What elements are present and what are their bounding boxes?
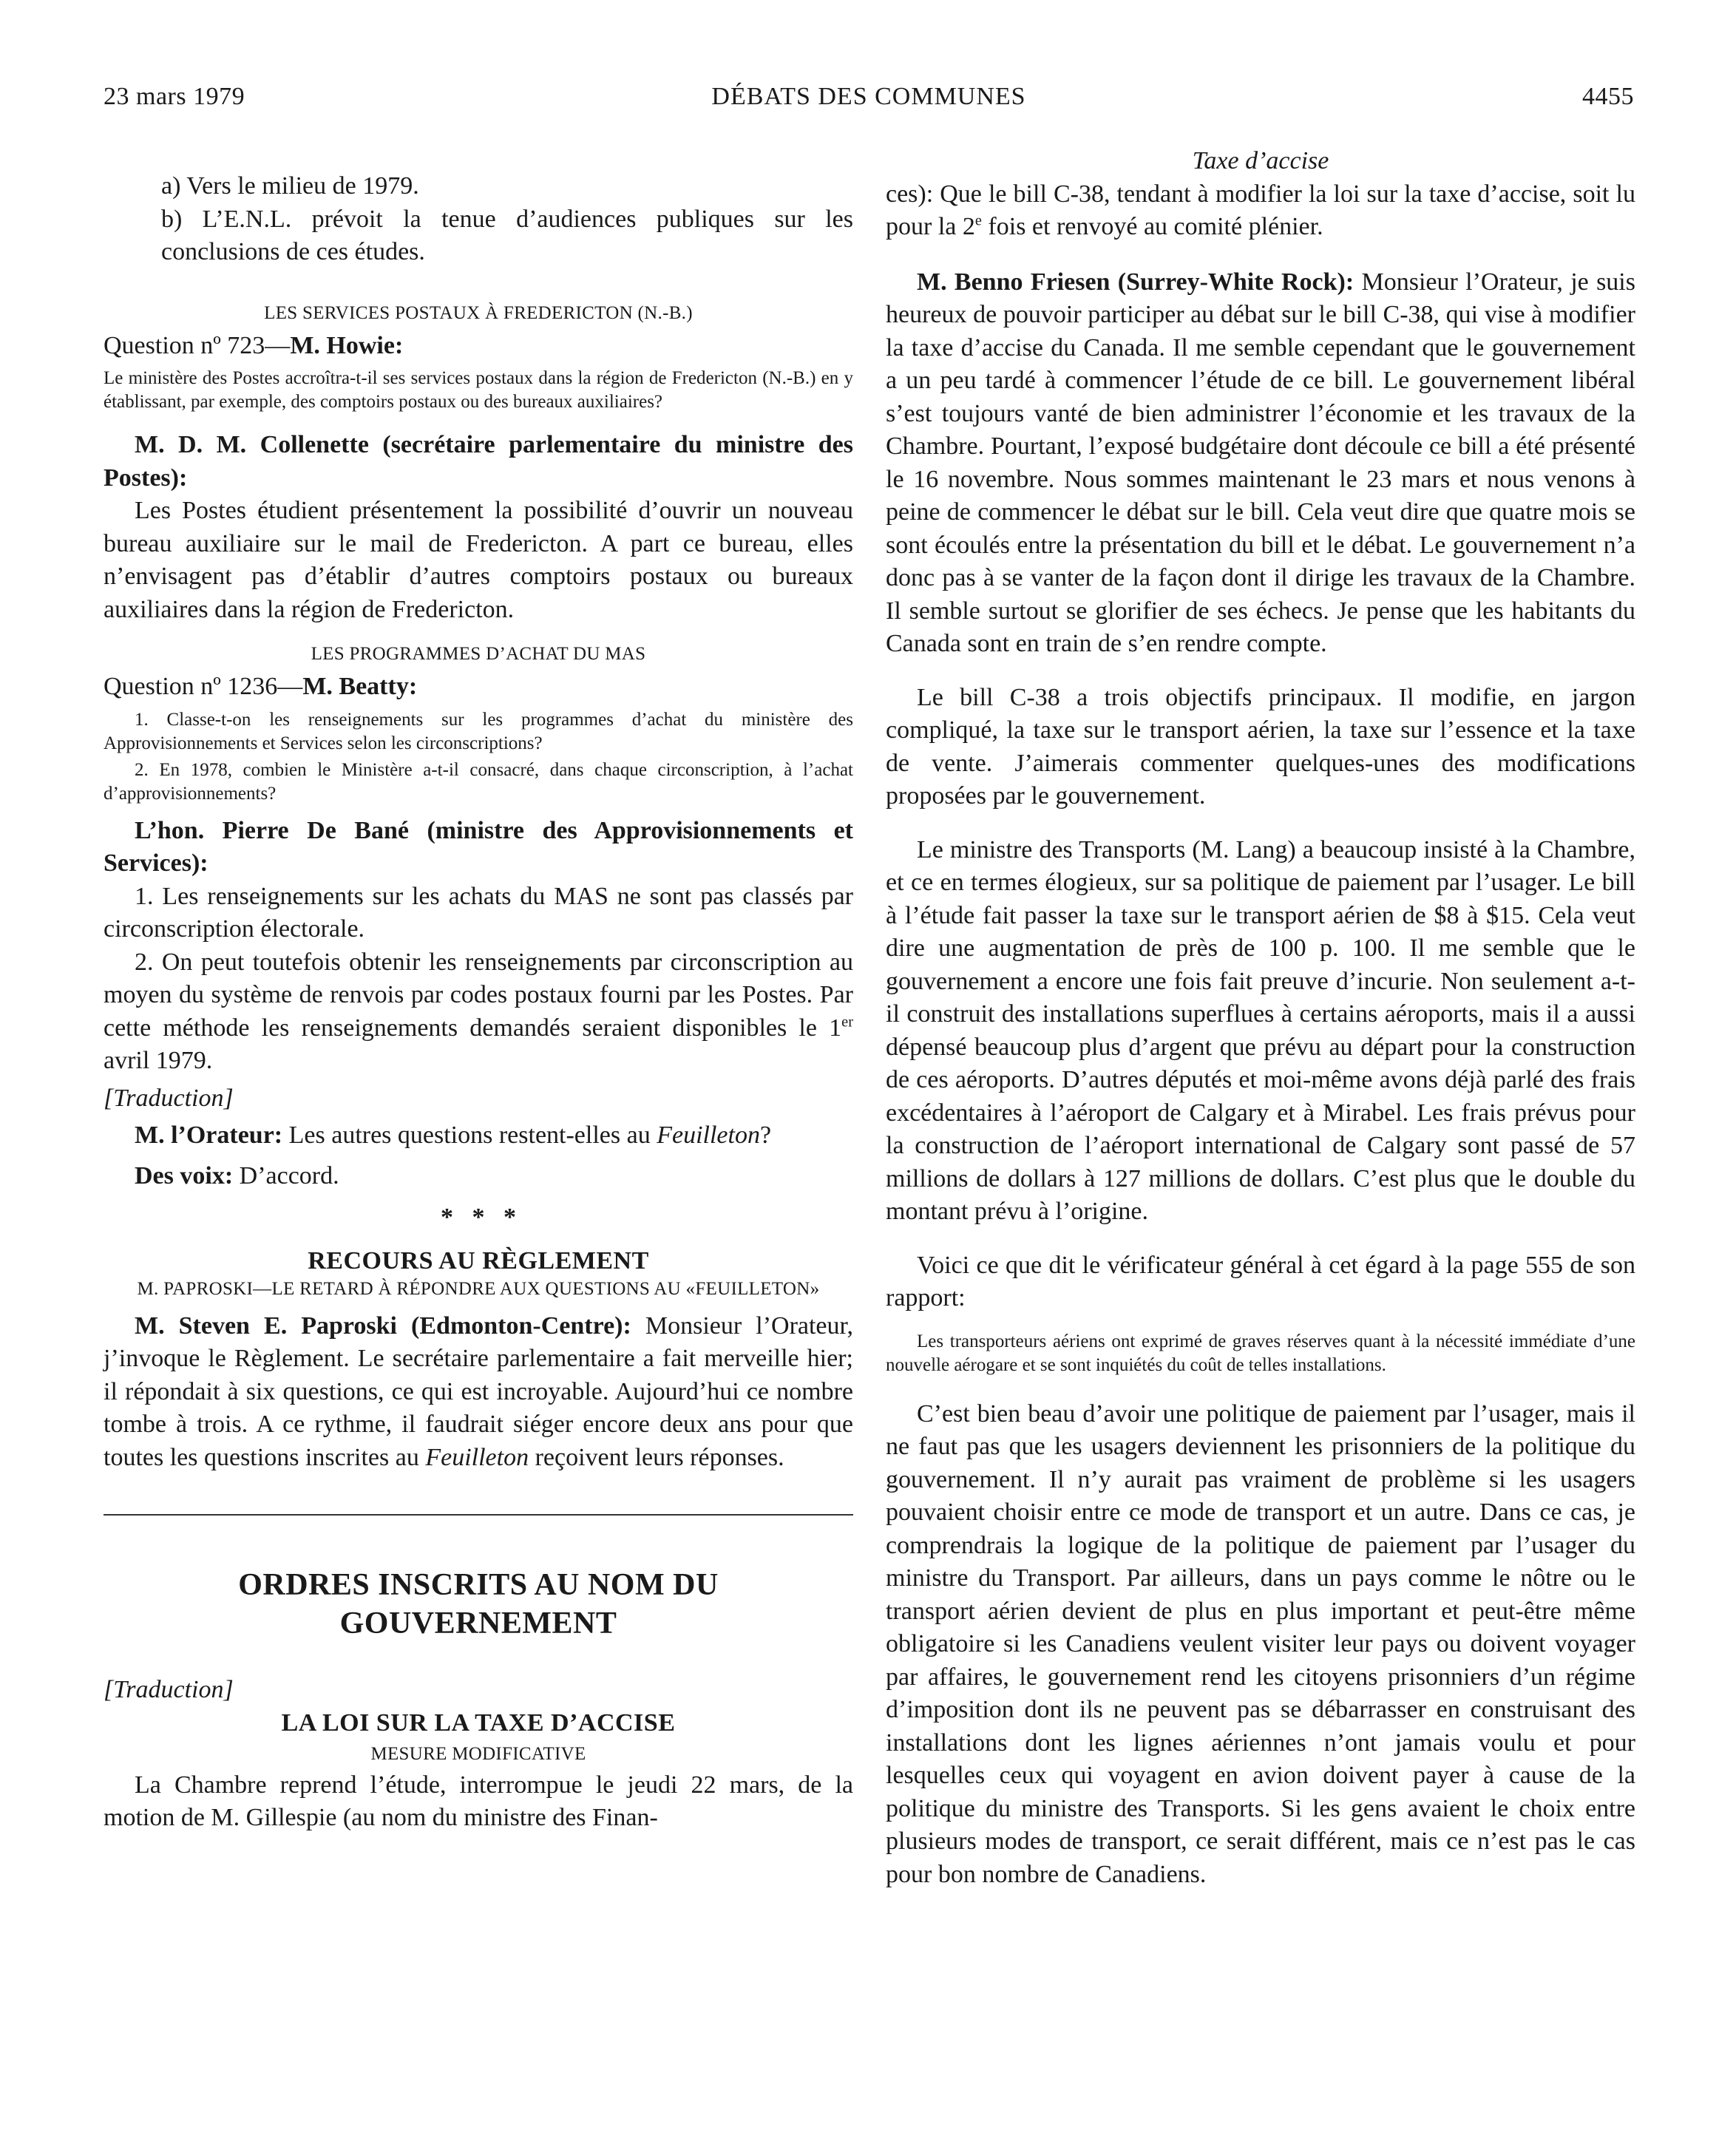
loi-heading: LA LOI SUR LA TAXE D’ACCISE <box>281 1708 676 1737</box>
paproski-feuilleton: Feuilleton <box>425 1443 529 1471</box>
q1236-question-prefix: Question nº 1236— <box>104 673 303 700</box>
mesure-heading: MESURE MODIFICATIVE <box>370 1743 586 1764</box>
answer-a: a) Vers le milieu de 1979. <box>161 172 419 200</box>
motion-continuation <box>886 178 1635 244</box>
paproski-speaker: M. Steven E. Paproski (Edmonton-Centre): <box>135 1311 631 1340</box>
recours-heading: RECOURS AU RÈGLEMENT <box>308 1246 649 1275</box>
q1236-heading: LES PROGRAMMES D’ACHAT DU MAS <box>311 644 646 664</box>
q1236-answer-2-sup: er <box>841 1014 853 1031</box>
q1236-question-1: 1. Classe-t-on les renseignements sur les programmes d’achat du ministère des Approvisionnements et Services selon les circonscriptions? <box>104 709 853 753</box>
orateur-end: ? <box>759 1121 772 1149</box>
bill-paragraph: Le bill C-38 a trois objectifs principaux. Il modifie, en jargon compliqué, la taxe sur le transport aérien, la taxe sur l’essence et la taxe de vente. J’aimerais commenter quelques-unes des modifications proposées par le gouvernement. <box>886 683 1635 810</box>
orateur-feuilleton: Feuilleton <box>657 1121 760 1149</box>
q1236-speaker: M. Beatty: <box>302 673 418 700</box>
recours-subheading: M. PAPROSKI—LE RETARD À RÉPONDRE AUX QUESTIONS AU «FEUILLETON» <box>137 1278 820 1299</box>
q1236-question-line <box>104 671 853 704</box>
header-title: DÉBATS DES COMMUNES <box>711 83 1026 110</box>
verificateur-paragraph: Voici ce que dit le vérificateur général à cet égard à la page 555 de son rapport: <box>886 1251 1635 1311</box>
paproski-text: Monsieur l’Orateur, j’invoque le Règlement. Le secrétaire parlementaire a fait merveille hier; il répondait à six questions, ce qui est incroyable. Aujourd’hui ce nombre tombe à trois. A ce rythme, il faudrait siéger encore deux ans pour que toutes les questions inscrites au <box>104 1311 853 1471</box>
paproski-end: reçoivent leurs réponses. <box>529 1443 784 1471</box>
motion-end: fois et renvoyé au comité plénier. <box>981 213 1323 240</box>
paproski-paragraph <box>104 1310 853 1475</box>
answer-b: b) L’E.N.L. prévoit la tenue d’audiences publiques sur les conclusions de ces études. <box>161 205 853 265</box>
q1236-answer-2-text: 2. On peut toutefois obtenir les renseignements par circonscription au moyen du système de renvois par codes postaux fourni par les Postes. Par cette méthode les renseignements demandés seraient disponibles le 1 <box>104 948 853 1042</box>
page-header <box>104 83 1634 120</box>
running-title: Taxe d’accise <box>1192 147 1329 174</box>
section-separator: * * * <box>441 1204 516 1231</box>
header-date: 23 mars 1979 <box>104 83 245 110</box>
motion-text: ces): Que le bill C-38, tendant à modifier la loi sur la taxe d’accise, soit lu pour la 2 <box>886 180 1635 240</box>
ordres-heading: ORDRES INSCRITS AU NOM DU GOUVERNEMENT <box>238 1568 719 1640</box>
right-column <box>886 145 1635 1891</box>
voix-paragraph <box>104 1160 853 1193</box>
q1236-answer-2-end: avril 1979. <box>104 1047 213 1074</box>
q723-respondent: M. D. M. Collenette (secrétaire parlementaire du ministre des Postes): <box>104 431 853 492</box>
left-column <box>104 145 853 1835</box>
q723-question-text: Le ministère des Postes accroîtra-t-il ses services postaux dans la région de Fredericton (N.-B.) en y établissant, par exemple, des comptoirs postaux ou des bureaux auxiliaires? <box>104 368 853 412</box>
traduction-label-1: [Traduction] <box>104 1084 234 1112</box>
traduction-label-2: [Traduction] <box>104 1676 234 1703</box>
ministre-paragraph: Le ministre des Transports (M. Lang) a beaucoup insisté à la Chambre, et ce en termes élogieux, sur sa politique de paiement par l’usager. Le bill à l’étude fait passer la taxe sur le transport aérien de $8 à $15. Cela veut dire une augmentation de près de 100 p. 100. Il me semble que le gouvernement a encore une fois fait preuve d’incurie. Non seulement a-t-il construit des installations superflues à certains aéroports, mais il a aussi dépensé beaucoup plus d’argent que prévu au départ pour la construction de ces aéroports. D’autres députés et moi-même avons déjà parlé des frais excédentaires à l’aéroport de Calgary et à Mirabel. Les frais prévus pour la construction de l’aéroport international de Calgary sont passé de 57 millions de dollars à 127 millions de dollars. C’est plus que le double du montant prévu à l’origine. <box>886 835 1635 1225</box>
q723-heading: LES SERVICES POSTAUX À FREDERICTON (N.-B.) <box>264 302 693 323</box>
voix-speaker: Des voix: <box>135 1161 234 1190</box>
q1236-respondent: L’hon. Pierre De Bané (ministre des Approvisionnements et Services): <box>104 816 853 877</box>
auditor-quote: Les transporteurs aériens ont exprimé de graves réserves quant à la nécessité immédiate d’une nouvelle aérogare et se sont inquiétés du coût de telles installations. <box>886 1331 1635 1375</box>
orateur-paragraph <box>104 1119 853 1153</box>
friesen-paragraph <box>886 266 1635 661</box>
orateur-text: Les autres questions restent-elles au <box>282 1121 657 1149</box>
friesen-speaker: M. Benno Friesen (Surrey-White Rock): <box>917 268 1354 296</box>
q723-speaker: M. Howie: <box>290 331 404 359</box>
motion-sup: e <box>974 212 982 229</box>
q1236-answer-1: 1. Les renseignements sur les achats du MAS ne sont pas classés par circonscription électorale. <box>104 882 853 943</box>
q1236-answer-2 <box>104 946 853 1078</box>
orateur-speaker: M. l’Orateur: <box>135 1121 283 1149</box>
q723-question-prefix: Question nº 723— <box>104 331 291 359</box>
voix-text: D’accord. <box>233 1161 339 1190</box>
q723-answer: Les Postes étudient présentement la possibilité d’ouvrir un nouveau bureau auxiliaire sur le mail de Fredericton. A part ce bureau, elles n’envisagent pas d’établir d’autres comptoirs postaux ou bureaux auxiliaires dans la région de Fredericton. <box>104 497 853 623</box>
page-number: 4455 <box>1582 83 1634 110</box>
friesen-text: Monsieur l’Orateur, je suis heureux de pouvoir participer au débat sur le bill C-38, qui vise à modifier la taxe d’accise du Canada. Il me semble cependant que le gouvernement a un peu tardé à commencer l’étude de ce bill. Le gouvernement libéral s’est toujours vanté de bien administrer l’économie et les travaux de la Chambre. Pourtant, l’exposé budgétaire dont découle ce bill a été présenté le 16 novembre. Nous sommes maintenant le 23 mars et nous venons à peine de commencer le débat sur le bill. Cela veut dire que quatre mois se sont écoulés entre la présentation du bill et le débat. Le gouvernement n’a donc pas à se vanter de la façon dont il dirige les travaux de la Chambre. Il semble surtout se glorifier de ses échecs. Je pense que les habitants du Canada sont en train de s’en rendre compte. <box>886 268 1635 657</box>
q1236-question-2: 2. En 1978, combien le Ministère a-t-il consacré, dans chaque circonscription, à l’achat d’approvisionnements? <box>104 759 853 804</box>
reprise-paragraph: La Chambre reprend l’étude, interrompue le jeudi 22 mars, de la motion de M. Gillespie (au nom du ministre des Finan- <box>104 1771 853 1831</box>
usager-paragraph: C’est bien beau d’avoir une politique de paiement par l’usager, mais il ne faut pas que les usagers deviennent les prisonniers de la politique du gouvernement. Il n’y aurait pas vraiment de problème si les usagers pouvaient choisir entre ce mode de transport et un autre. Dans ce cas, je comprendrais la logique de la politique de paiement par l’usager du ministre du Transport. Par ailleurs, dans un pays comme le nôtre ou le transport aérien devient de plus en plus important et peut-être même obligatoire si les Canadiens veulent visiter leur pays ou doivent voyager par affaires, le gouvernement rend les citoyens prisonniers d’un régime d’imposition dont ils ne peuvent pas se débarrasser en construisant des installations dont les lignes aériennes n’ont jamais voulu et pour lesquelles ceux qui voyagent en avion doivent payer à cause de la politique du ministre des Transports. Si les gens avaient le choix entre plusieurs modes de transport, ce serait différent, mais ce n’est pas le cas pour bon nombre de Canadiens. <box>886 1399 1635 1888</box>
q723-question-line <box>104 330 853 363</box>
